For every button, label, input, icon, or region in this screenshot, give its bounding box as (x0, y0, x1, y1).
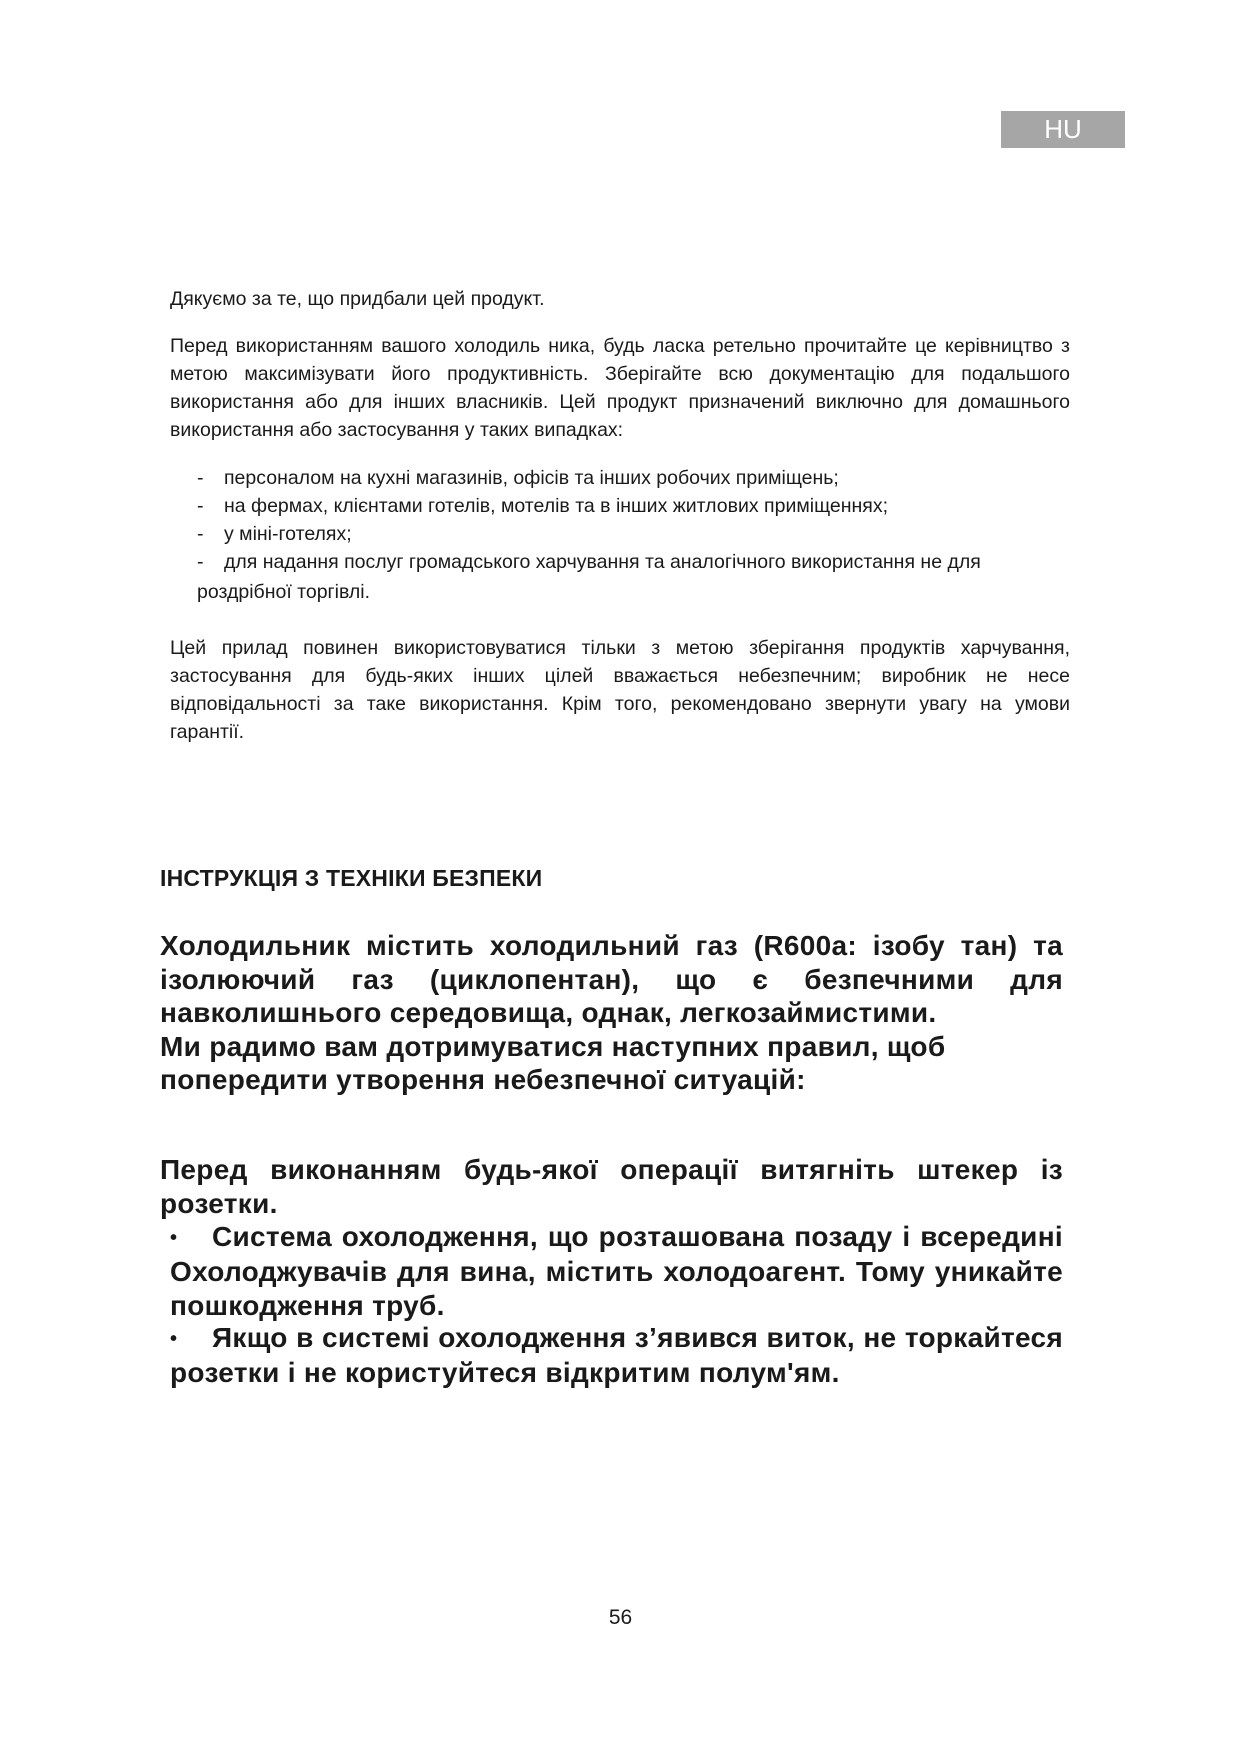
list-item: - у міні-готелях; (197, 523, 352, 545)
list-item: - персоналом на кухні магазинів, офісів та інших робочих приміщень; (197, 467, 839, 489)
bullet-item: • Якщо в системі охолодження з’явився виток, не торкайтеся розетки і не користуйтеся відкритим полум'ям. (170, 1322, 1063, 1389)
intro-paragraph: Перед використанням вашого холодиль ника, будь ласка ретельно прочитайте це керівництво з метою максимізувати його продуктивність. Зберігайте всю документацію для подальшого використання або для інших власників. Цей продукт призначений виключно для домашнього використання або застосування у таких випадках: (170, 335, 1070, 441)
unplug-instruction: Перед виконанням будь-якої операції витягніть штекер із розетки. (160, 1154, 1063, 1219)
gas-warning-block (160, 929, 1063, 1097)
bullet-item: • Система охолодження, що розташована позаду і всередині Охолоджувачів для вина, містить холодоагент. Тому уникайте пошкодження труб. (170, 1221, 1063, 1321)
language-badge: HU (1001, 111, 1125, 148)
gas-paragraph: Холодильник містить холодильний газ (R600a: ізобу тан) та ізолюючий газ (циклопентан), що є безпечними для навколишнього середовища, однак, легкозаймистими. (160, 930, 1063, 1028)
section-title: ІНСТРУКЦІЯ З ТЕХНІКИ БЕЗПЕКИ (160, 865, 543, 891)
advice-paragraph: Ми радимо вам дотримуватися наступних правил, щоб попередити утворення небезпечної ситуацій: (160, 1030, 946, 1095)
bullet-icon: • (170, 1226, 178, 1249)
warning-paragraph: Цей прилад повинен використовуватися тільки з метою зберігання продуктів харчування, застосування для будь-яких інших цілей вважається небезпечним; виробник не несе відповідальності за таке використання. Крім того, рекомендовано звернути увагу на умови гарантії. (170, 637, 1070, 743)
thanks-text: Дякуємо за те, що придбали цей продукт. (170, 288, 545, 310)
intro-section (170, 285, 1070, 746)
list-item: - на фермах, клієнтами готелів, мотелів та в інших житлових приміщеннях; (197, 495, 889, 517)
usage-list (170, 464, 1070, 606)
bullet-icon: • (170, 1327, 178, 1350)
list-item: - для надання послуг громадського харчування та аналогічного використання не для роздрібної торгівлі. (197, 551, 981, 603)
page-number: 56 (608, 1606, 633, 1629)
